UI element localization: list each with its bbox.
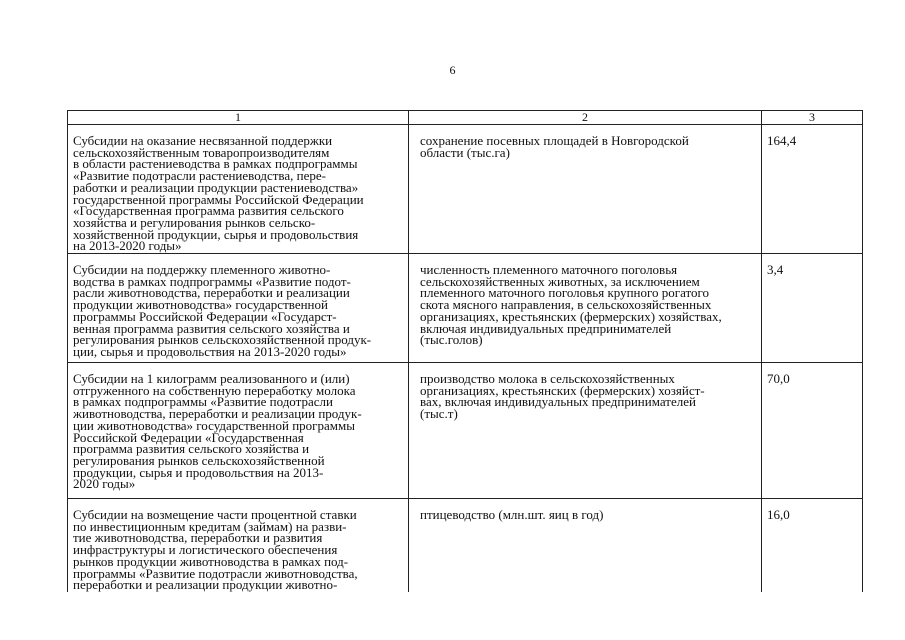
indicator-cell: [409, 125, 762, 254]
indicator-cell: [409, 254, 762, 363]
indicator-line: (тыс.голов): [420, 332, 483, 348]
indicator-line: организациях, крестьянских (фермерских) хозяйст-: [420, 382, 705, 398]
subsidy-description-cell: [68, 254, 409, 363]
indicator-line: племенного маточного поголовья крупного рогатого: [420, 285, 710, 301]
indicator-line: вах, включая индивидуальных предпринимателей: [420, 394, 696, 410]
subsidy-description-line: Российской Федерации «Государственная: [73, 429, 304, 445]
subsidy-description-line: тие животноводства, переработки и развития: [73, 530, 323, 546]
indicator-line: сохранение посевных площадей в Новгородской: [420, 133, 689, 148]
subsidy-description-line: 2020 годы»: [73, 476, 136, 492]
indicator-line: птицеводство (млн.шт. яиц в год): [420, 507, 604, 523]
subsidy-description-line: отгруженного на собственную переработку молока: [73, 382, 356, 398]
indicator-line: (тыс.т): [420, 406, 458, 422]
indicators-table: [67, 110, 863, 592]
subsidy-description-line: водства в рамках подпрограммы «Развитие подот-: [73, 273, 351, 289]
subsidy-description-line: Субсидии на оказание несвязанной поддержки: [73, 133, 333, 148]
indicator-line: производство молока в сельскохозяйственных: [420, 371, 675, 387]
value-cell: [762, 499, 863, 592]
subsidy-description-line: в рамках подпрограммы «Развитие подотрасли: [73, 394, 333, 410]
indicator-line: включая индивидуальных предпринимателей: [420, 320, 672, 336]
table-row: [68, 499, 863, 592]
value-cell: [762, 125, 863, 254]
value-cell: [762, 254, 863, 363]
subsidy-description-line: регулирования рынков сельскохозяйственной продук-: [73, 332, 372, 348]
subsidy-description-line: программы «Развитие подотрасли животноводства,: [73, 565, 358, 581]
indicator-value: 164,4: [767, 133, 797, 148]
subsidy-description-line: регулирования рынков сельскохозяйственной: [73, 452, 325, 468]
subsidy-description-line: расли животноводства, переработки и реализации: [73, 285, 350, 301]
indicator-cell: [409, 363, 762, 499]
subsidy-description-line: Субсидии на поддержку племенного животно-: [73, 262, 331, 278]
subsidy-description-line: рынков продукции животноводства в рамках под-: [73, 553, 349, 569]
column-header-2: 2: [409, 111, 762, 125]
subsidy-description-line: переработки и реализации продукции животно-: [73, 577, 338, 593]
indicator-line: численность племенного маточного поголовья: [420, 262, 678, 278]
subsidy-description-line: государственной программы Российской Федерации: [73, 191, 364, 207]
subsidy-description-line: «Государственная программа развития сельского: [73, 203, 344, 219]
subsidy-description-line: продукции животноводства» государственной: [73, 297, 328, 313]
subsidy-description-line: программа развития сельского хозяйства и: [73, 441, 310, 457]
table-row: [68, 125, 863, 254]
column-header-3: 3: [762, 111, 863, 125]
subsidy-description-line: хозяйственной продукции, сырья и продовольствия: [73, 226, 359, 242]
subsidy-description-cell: [68, 499, 409, 592]
subsidy-description-line: Субсидии на возмещение части процентной ставки: [73, 507, 357, 523]
indicator-line: скота мясного направления, в сельскохозяйственных: [420, 297, 712, 313]
subsidy-description-line: хозяйства и регулирования рынков сельско-: [73, 214, 316, 230]
subsidy-description-cell: [68, 125, 409, 254]
subsidy-description-line: ции, сырья и продовольствия на 2013-2020 годы»: [73, 343, 347, 359]
value-cell: [762, 363, 863, 499]
page-number: 6: [449, 63, 456, 77]
subsidy-description-line: Субсидии на 1 килограмм реализованного и (или): [73, 371, 350, 387]
table-body: [68, 125, 863, 592]
subsidy-description-line: на 2013-2020 годы»: [73, 238, 182, 254]
subsidy-description-line: программы Российской Федерации «Государст-: [73, 308, 337, 324]
subsidy-description-cell: [68, 363, 409, 499]
column-header-1: 1: [68, 111, 409, 125]
subsidy-description-line: работки и реализации продукции растениеводства»: [73, 179, 359, 195]
indicator-value: 70,0: [767, 371, 790, 387]
indicator-line: организациях, крестьянских (фермерских) хозяйствах,: [420, 308, 722, 324]
indicator-line: сельскохозяйственных животных, за исключением: [420, 273, 700, 289]
subsidy-description-line: «Развитие подотрасли растениеводства, пере-: [73, 168, 326, 184]
indicator-value: 3,4: [767, 262, 784, 278]
table-row: [68, 363, 863, 499]
indicator-line: области (тыс.га): [420, 144, 510, 160]
subsidy-description-line: в области растениеводства в рамках подпрограммы: [73, 156, 358, 172]
subsidy-description-line: венная программа развития сельского хозяйства и: [73, 320, 350, 336]
table-header-row: [68, 111, 863, 125]
subsidy-description-line: инфраструктуры и логистического обеспечения: [73, 542, 338, 558]
indicator-value: 16,0: [767, 507, 790, 523]
indicator-cell: [409, 499, 762, 592]
subsidy-description-line: по инвестиционным кредитам (займам) на разви-: [73, 518, 347, 534]
table-row: [68, 254, 863, 363]
subsidy-description-line: ции животноводства» государственной программы: [73, 417, 355, 433]
subsidy-description-line: животноводства, переработки и реализации продук-: [73, 406, 362, 422]
subsidy-description-line: сельскохозяйственным товаропроизводителям: [73, 144, 330, 160]
subsidy-description-line: продукции, сырья и продовольствия на 2013-: [73, 464, 324, 480]
